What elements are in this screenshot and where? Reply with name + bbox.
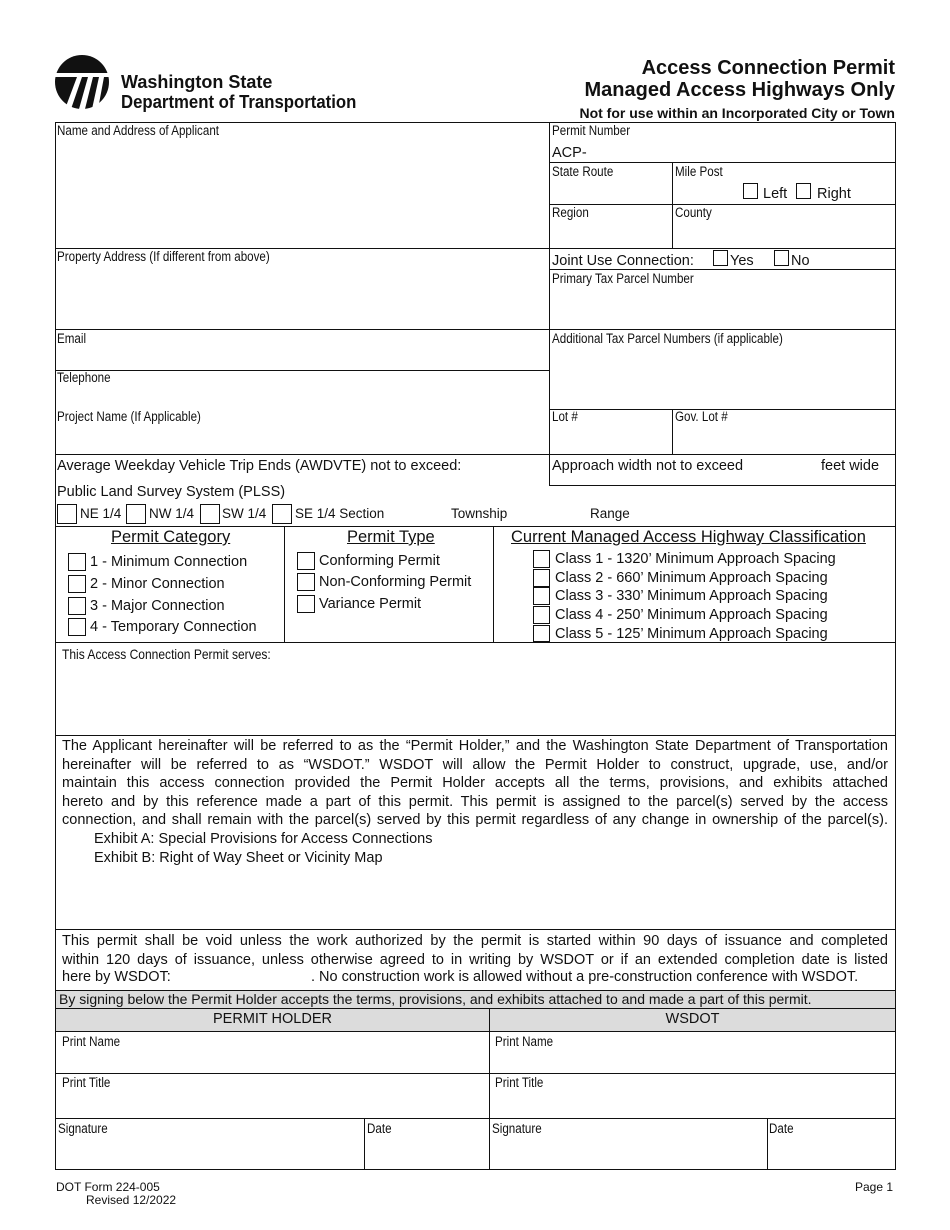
primary-tax-field[interactable]: [550, 287, 894, 328]
signing-statement: By signing below the Permit Holder accepts the terms, provisions, and exhibits attached to and made a part of this permit.: [59, 991, 812, 1007]
joint-use-yes-label: Yes: [730, 253, 754, 269]
lot-label: Lot #: [552, 409, 578, 424]
exhibit-a: Exhibit A: Special Provisions for Access Connections: [94, 831, 433, 847]
range-field[interactable]: [634, 503, 724, 524]
state-route-field[interactable]: [550, 180, 671, 203]
range-label: Range: [590, 506, 630, 521]
township-field[interactable]: [512, 503, 587, 524]
class-3-checkbox[interactable]: [533, 587, 550, 605]
permit-number-field[interactable]: [590, 140, 894, 161]
region-field[interactable]: [550, 221, 671, 247]
joint-use-no-checkbox[interactable]: [774, 250, 789, 266]
permit-type-heading: Permit Type: [347, 528, 435, 546]
township-label: Township: [451, 506, 508, 521]
county-label: County: [675, 205, 712, 220]
wsdot-logo: [55, 55, 109, 109]
additional-tax-field[interactable]: [550, 347, 894, 408]
joint-use-label: Joint Use Connection:: [552, 253, 694, 269]
class-3-label: Class 3 - 330’ Minimum Approach Spacing: [555, 588, 828, 604]
permit-number-label: Permit Number: [552, 123, 631, 138]
email-label: Email: [57, 331, 87, 346]
class-2-checkbox[interactable]: [533, 569, 550, 587]
void-line-2: within 120 days of issuance, unless otherwise agreed to in writing by WSDOT or if an extended completion date is listed: [62, 951, 888, 968]
class-1-checkbox[interactable]: [533, 550, 550, 568]
category-1-checkbox[interactable]: [68, 553, 86, 571]
joint-use-yes-checkbox[interactable]: [713, 250, 728, 266]
name-address-label: Name and Address of Applicant: [57, 123, 220, 138]
category-3-checkbox[interactable]: [68, 597, 86, 615]
form-title: Access Connection Permit: [641, 57, 895, 79]
additional-tax-label: Additional Tax Parcel Numbers (if applicable): [552, 331, 783, 346]
nw-label: NW 1/4: [149, 506, 195, 521]
type-conforming-checkbox[interactable]: [297, 552, 315, 570]
terms-line-5: connection, and shall remain with the parcel(s) served by this permit regardless of any change in ownership of the parcel(s).: [62, 812, 888, 829]
type-nonconforming-checkbox[interactable]: [297, 573, 315, 591]
awdvte-label: Average Weekday Vehicle Trip Ends (AWDVTE) not to exceed:: [57, 458, 462, 474]
sw-checkbox[interactable]: [200, 504, 220, 524]
holder-signature-field[interactable]: [56, 1137, 363, 1168]
holder-date-label: Date: [367, 1121, 392, 1136]
primary-tax-label: Primary Tax Parcel Number: [552, 271, 694, 286]
name-address-field[interactable]: [56, 140, 548, 247]
holder-print-name-field[interactable]: [56, 1050, 488, 1072]
category-2-label: 2 - Minor Connection: [90, 576, 225, 592]
property-address-field[interactable]: [56, 266, 548, 328]
wsdot-print-name-field[interactable]: [490, 1050, 894, 1072]
permit-holder-heading: PERMIT HOLDER: [213, 1011, 332, 1027]
region-label: Region: [552, 205, 589, 220]
serves-field[interactable]: [56, 665, 895, 734]
category-2-checkbox[interactable]: [68, 575, 86, 593]
wsdot-print-name-label: Print Name: [495, 1034, 554, 1049]
county-field[interactable]: [673, 221, 894, 247]
gov-lot-label: Gov. Lot #: [675, 409, 728, 424]
feet-wide-label: feet wide: [821, 458, 880, 474]
holder-print-name-label: Print Name: [62, 1034, 121, 1049]
permit-number-prefix: ACP-: [552, 145, 587, 161]
approach-width-field[interactable]: [760, 456, 818, 484]
wsdot-print-title-field[interactable]: [490, 1091, 894, 1117]
type-variance-label: Variance Permit: [319, 596, 422, 612]
type-conforming-label: Conforming Permit: [319, 553, 440, 569]
holder-print-title-label: Print Title: [62, 1075, 111, 1090]
section-field[interactable]: [392, 503, 447, 524]
wsdot-signature-field[interactable]: [490, 1137, 766, 1168]
category-3-label: 3 - Major Connection: [90, 598, 225, 614]
serves-label: This Access Connection Permit serves:: [62, 646, 271, 662]
awdvte-field[interactable]: [492, 456, 548, 484]
permit-category-heading: Permit Category: [111, 528, 231, 546]
state-route-label: State Route: [552, 164, 614, 179]
wsdot-logo-icon: [55, 55, 109, 109]
sw-label: SW 1/4: [222, 506, 267, 521]
class-5-label: Class 5 - 125’ Minimum Approach Spacing: [555, 626, 828, 642]
type-nonconforming-label: Non-Conforming Permit: [319, 574, 472, 590]
void-line-1: This permit shall be void unless the work authorized by the permit is started within 90 days of issuance and completed: [62, 933, 888, 949]
left-checkbox[interactable]: [743, 183, 758, 199]
classification-heading: Current Managed Access Highway Classification: [511, 528, 866, 546]
email-field[interactable]: [56, 347, 548, 369]
mile-post-label: Mile Post: [675, 164, 723, 179]
wsdot-heading: WSDOT: [665, 1011, 720, 1027]
ne-checkbox[interactable]: [57, 504, 77, 524]
approach-width-label: Approach width not to exceed: [552, 458, 744, 474]
category-1-label: 1 - Minimum Connection: [90, 554, 248, 570]
form-title-2: Managed Access Highways Only: [584, 79, 895, 101]
agency-name-1: Washington State: [121, 72, 273, 92]
revised-date: Revised 12/2022: [86, 1193, 177, 1207]
holder-print-title-field[interactable]: [56, 1091, 488, 1117]
class-2-label: Class 2 - 660’ Minimum Approach Spacing: [555, 570, 828, 586]
nw-checkbox[interactable]: [126, 504, 146, 524]
class-4-label: Class 4 - 250’ Minimum Approach Spacing: [555, 607, 828, 623]
se-checkbox[interactable]: [272, 504, 292, 524]
form-number: DOT Form 224-005: [56, 1180, 160, 1194]
agency-name-2: Department of Transportation: [121, 92, 357, 112]
right-checkbox[interactable]: [796, 183, 811, 199]
class-5-checkbox[interactable]: [533, 625, 550, 642]
class-1-label: Class 1 - 1320’ Minimum Approach Spacing: [555, 551, 836, 567]
terms-line-1: The Applicant hereinafter will be referred to as the “Permit Holder,” and the Washington State Department of Transportation: [62, 738, 888, 754]
plss-label: Public Land Survey System (PLSS): [57, 484, 286, 500]
page-number: Page 1: [855, 1180, 894, 1194]
left-label: Left: [763, 186, 788, 202]
ne-label: NE 1/4: [80, 506, 122, 521]
wsdot-date-label: Date: [769, 1121, 794, 1136]
exhibit-b: Exhibit B: Right of Way Sheet or Vicinity Map: [94, 850, 383, 866]
right-label: Right: [817, 186, 851, 202]
telephone-label: Telephone: [57, 370, 111, 385]
form-subtitle: Not for use within an Incorporated City or Town: [579, 105, 895, 121]
lot-field[interactable]: [550, 426, 671, 453]
project-name-label: Project Name (If Applicable): [57, 409, 201, 424]
property-address-label: Property Address (If different from above): [57, 249, 270, 264]
void-line-3b: . No construction work is allowed without a pre-construction conference with WSDOT.: [311, 969, 859, 985]
terms-line-2: hereinafter will be referred to as “WSDOT.” WSDOT will allow the Permit Holder to construct, upgrade, use, and/or: [62, 756, 888, 773]
gov-lot-field[interactable]: [673, 426, 894, 453]
category-4-checkbox[interactable]: [68, 618, 86, 636]
extended-completion-date-field[interactable]: [180, 968, 310, 988]
class-4-checkbox[interactable]: [533, 606, 550, 624]
holder-signature-label: Signature: [58, 1121, 108, 1136]
type-variance-checkbox[interactable]: [297, 595, 315, 613]
category-4-label: 4 - Temporary Connection: [90, 619, 257, 635]
telephone-field[interactable]: [56, 387, 548, 408]
void-line-3a: here by WSDOT:: [62, 969, 171, 985]
wsdot-signature-label: Signature: [492, 1121, 542, 1136]
terms-line-4: hereto and by this reference made a part of this permit. This permit is assigned to the parcel(s) served by the access: [62, 793, 888, 810]
wsdot-print-title-label: Print Title: [495, 1075, 544, 1090]
se-section-label: SE 1/4 Section: [295, 506, 385, 521]
project-name-field[interactable]: [56, 426, 548, 453]
joint-use-no-label: No: [791, 253, 810, 269]
terms-line-3: maintain this access connection provided the Permit Holder accepts all the terms, provisions, and exhibits attached: [62, 775, 888, 792]
wsdot-date-field[interactable]: [768, 1137, 894, 1168]
holder-date-field[interactable]: [365, 1137, 488, 1168]
